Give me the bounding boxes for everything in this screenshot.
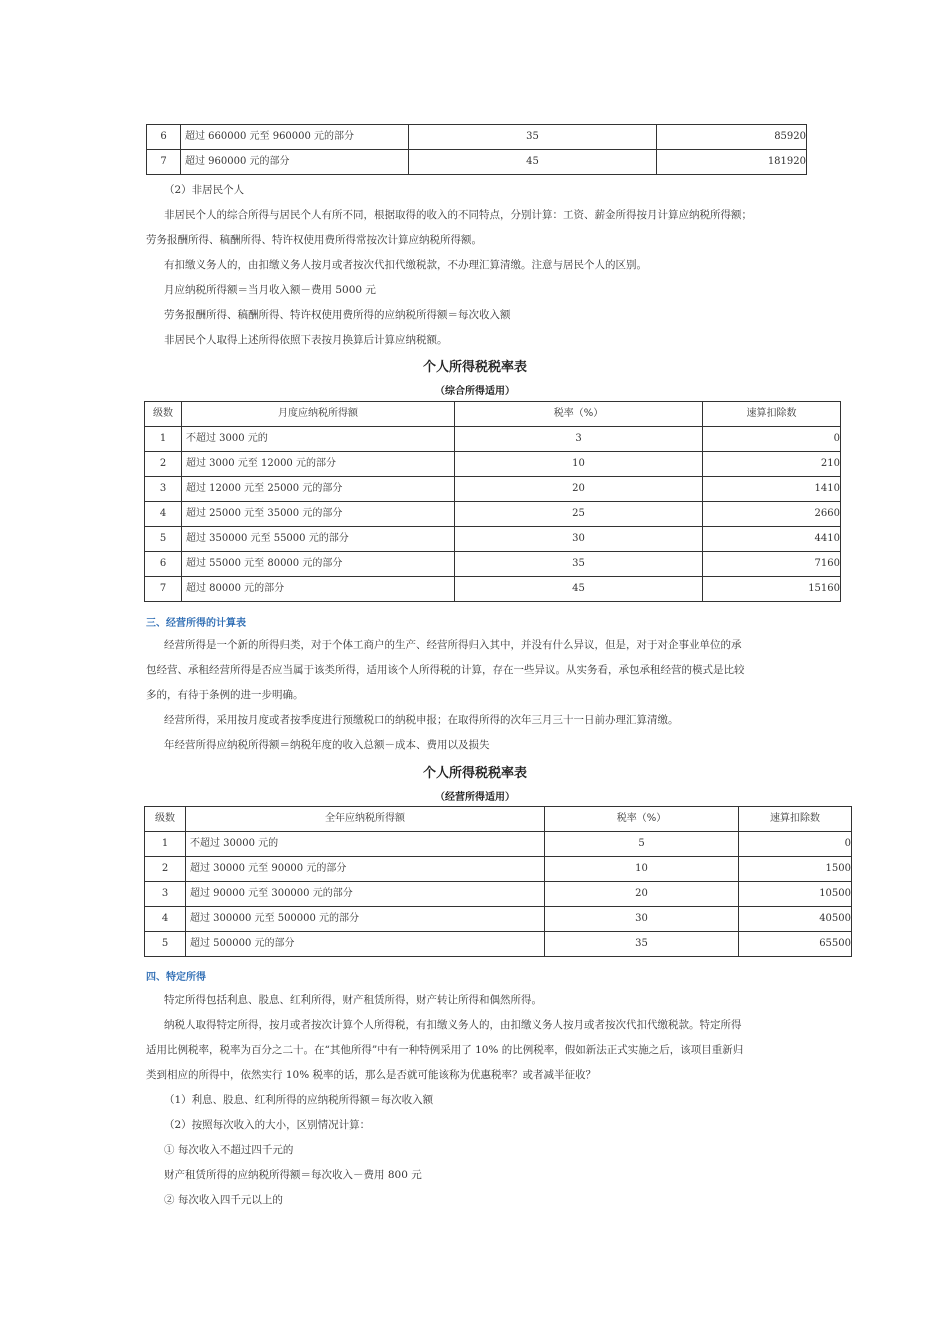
table-cell: 25: [455, 502, 703, 527]
table-row: [145, 552, 841, 577]
table-cell: 3: [455, 427, 703, 452]
table-cell: 210: [703, 452, 841, 477]
paragraph: 经营所得，采用按月度或者按季度进行预缴税口的纳税申报；在取得所得的次年三月三十一日前办理汇算清缴。: [164, 714, 679, 726]
section-heading: 三、经营所得的计算表: [146, 618, 246, 629]
table1-subtitle: （综合所得适用）: [435, 386, 515, 397]
paragraph: 有扣缴义务人的，由扣缴义务人按月或者按次代扣代缴税款，不办理汇算清缴。注意与居民个人的区别。: [164, 259, 647, 271]
comprehensive-income-rate-table: [144, 401, 841, 602]
paragraph: 月应纳税所得额＝当月收入额－费用 5000 元: [164, 284, 376, 296]
table-cell: 4: [145, 502, 182, 527]
table-cell: 1: [145, 832, 186, 857]
paragraph: 类到相应的所得中，依然实行 10% 税率的话，那么是否就可能该称为优惠税率？或者减半征收？: [146, 1069, 597, 1081]
table-row: [145, 452, 841, 477]
table2-subtitle: （经营所得适用）: [435, 792, 515, 803]
table-cell: 10: [455, 452, 703, 477]
table-cell: 7: [147, 150, 181, 175]
table-cell: 不超过 30000 元的: [186, 832, 545, 857]
table-cell: 3: [145, 882, 186, 907]
table-cell: 5: [145, 932, 186, 957]
table-cell: 181920: [657, 150, 807, 175]
table-cell: 2: [145, 452, 182, 477]
table-cell: 7: [145, 577, 182, 602]
table-header: 全年应纳税所得额: [186, 807, 545, 832]
paragraph: （2）按照每次收入的大小，区别情况计算：: [164, 1119, 371, 1131]
table-header: 税率（%）: [455, 402, 703, 427]
paragraph: 非居民个人的综合所得与居民个人有所不同，根据取得的收入的不同特点，分别计算：工资、薪金所得按月计算应纳税所得额；: [164, 209, 752, 221]
table-cell: 不超过 3000 元的: [182, 427, 455, 452]
table-cell: 35: [409, 125, 657, 150]
table-row: [145, 857, 852, 882]
table-cell: 7160: [703, 552, 841, 577]
paragraph: 劳务报酬所得、稿酬所得、特许权使用费所得的应纳税所得额＝每次收入额: [164, 309, 511, 321]
table-row: [147, 125, 807, 150]
table-cell: 4: [145, 907, 186, 932]
paragraph: 特定所得包括利息、股息、红利所得，财产租赁所得，财产转让所得和偶然所得。: [164, 994, 542, 1006]
paragraph: ② 每次收入四千元以上的: [164, 1194, 283, 1206]
table-row: [145, 882, 852, 907]
table-header: 级数: [145, 402, 182, 427]
table-row: [145, 502, 841, 527]
table-cell: 45: [409, 150, 657, 175]
paragraph: 劳务报酬所得、稿酬所得、特许权使用费所得常按次计算应纳税所得额。: [146, 234, 482, 246]
paragraph: 经营所得是一个新的所得归类，对于个体工商户的生产、经营所得归入其中，并没有什么异议，但是，对于对企事业单位的承: [164, 639, 742, 651]
table-header: 月度应纳税所得额: [182, 402, 455, 427]
paragraph: 财产租赁所得的应纳税所得额＝每次收入－费用 800 元: [164, 1169, 422, 1181]
table-cell: 85920: [657, 125, 807, 150]
table-cell: 0: [703, 427, 841, 452]
table-row: [145, 527, 841, 552]
section-heading: 四、特定所得: [146, 972, 206, 983]
table-row: [147, 150, 807, 175]
paragraph: 纳税人取得特定所得，按月或者按次计算个人所得税，有扣缴义务人的，由扣缴义务人按月或者按次代扣代缴税款。特定所得: [164, 1019, 742, 1031]
table-cell: 15160: [703, 577, 841, 602]
table-cell: 6: [145, 552, 182, 577]
table-cell: 超过 660000 元至 960000 元的部分: [181, 125, 409, 150]
paragraph: 非居民个人取得上述所得依照下表按月换算后计算应纳税额。: [164, 334, 448, 346]
table-cell: 超过 12000 元至 25000 元的部分: [182, 477, 455, 502]
table-cell: 2660: [703, 502, 841, 527]
table-cell: 2: [145, 857, 186, 882]
table-cell: 超过 25000 元至 35000 元的部分: [182, 502, 455, 527]
table-cell: 超过 80000 元的部分: [182, 577, 455, 602]
table1-title: 个人所得税税率表: [422, 360, 527, 375]
table-cell: 超过 3000 元至 12000 元的部分: [182, 452, 455, 477]
table2-title: 个人所得税税率表: [422, 766, 527, 781]
table-row: [145, 832, 852, 857]
table-cell: 1: [145, 427, 182, 452]
table-cell: 超过 30000 元至 90000 元的部分: [186, 857, 545, 882]
table-cell: 5: [145, 527, 182, 552]
table-cell: 10500: [739, 882, 852, 907]
table-cell: 超过 300000 元至 500000 元的部分: [186, 907, 545, 932]
table-cell: 20: [545, 882, 739, 907]
paragraph: （2）非居民个人: [164, 184, 245, 196]
table-cell: 超过 350000 元至 55000 元的部分: [182, 527, 455, 552]
table-row: [145, 427, 841, 452]
table-cell: 超过 55000 元至 80000 元的部分: [182, 552, 455, 577]
paragraph: （1）利息、股息、红利所得的应纳税所得额＝每次收入额: [164, 1094, 434, 1106]
table-row: [145, 477, 841, 502]
table-header-row: [145, 807, 852, 832]
paragraph: ① 每次收入不超过四千元的: [164, 1144, 294, 1156]
table-cell: 超过 960000 元的部分: [181, 150, 409, 175]
table-row: [145, 932, 852, 957]
table-row: [145, 577, 841, 602]
table-header-row: [145, 402, 841, 427]
table-cell: 35: [455, 552, 703, 577]
table-cell: 10: [545, 857, 739, 882]
top-rate-table: [146, 124, 807, 175]
table-cell: 1410: [703, 477, 841, 502]
table-cell: 0: [739, 832, 852, 857]
table-cell: 超过 500000 元的部分: [186, 932, 545, 957]
table-cell: 5: [545, 832, 739, 857]
table-cell: 1500: [739, 857, 852, 882]
table-cell: 45: [455, 577, 703, 602]
business-income-rate-table: [144, 806, 852, 957]
table-header: 税率（%）: [545, 807, 739, 832]
table-cell: 65500: [739, 932, 852, 957]
paragraph: 年经营所得应纳税所得额＝纳税年度的收入总额－成本、费用以及损失: [164, 739, 490, 751]
table-cell: 40500: [739, 907, 852, 932]
table-cell: 超过 90000 元至 300000 元的部分: [186, 882, 545, 907]
table-header: 级数: [145, 807, 186, 832]
table-cell: 30: [545, 907, 739, 932]
table-row: [145, 907, 852, 932]
table-header: 速算扣除数: [703, 402, 841, 427]
table-cell: 3: [145, 477, 182, 502]
table-cell: 4410: [703, 527, 841, 552]
paragraph: 多的，有待于条例的进一步明确。: [146, 689, 304, 701]
paragraph: 适用比例税率，税率为百分之二十。在“其他所得”中有一种特例采用了 10% 的比例税率，假如新法正式实施之后，该项目重新归: [146, 1044, 744, 1056]
table-cell: 6: [147, 125, 181, 150]
table-cell: 35: [545, 932, 739, 957]
paragraph: 包经营、承租经营所得是否应当属于该类所得，适用该个人所得税的计算，存在一些异议。从实务看，承包承租经营的模式是比较: [146, 664, 745, 676]
table-cell: 30: [455, 527, 703, 552]
table-cell: 20: [455, 477, 703, 502]
table-header: 速算扣除数: [739, 807, 852, 832]
